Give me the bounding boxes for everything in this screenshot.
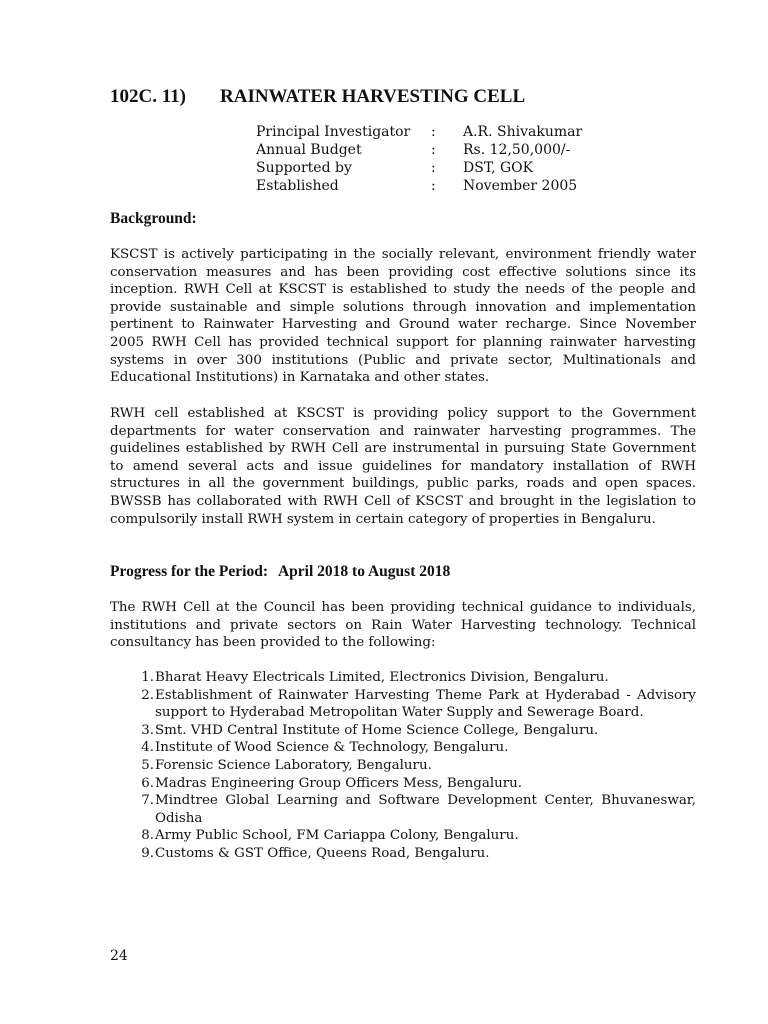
list-item-number: 8.	[141, 828, 154, 844]
info-row-established	[256, 177, 582, 195]
project-info-table	[256, 123, 582, 195]
list-item	[110, 827, 696, 845]
background-paragraph-2: RWH cell established at KSCST is providing policy support to the Government departments for water conservation and rainwater harvesting programmes. The guidelines established by RWH Cell are instrumental in pursuing State Government to amend several acts and issue guidelines for mandatory installation of RWH structures in all the government buildings, public parks, roads and open spaces. BWSSB has collaborated with RWH Cell of KSCST and brought in the legislation to compulsorily install RWH system in certain category of properties in Bengaluru.	[110, 406, 696, 527]
progress-heading-period: April 2018 to August 2018	[277, 563, 451, 580]
section-number: 102C. 11)	[110, 86, 186, 107]
list-item-number: 2.	[141, 687, 154, 703]
info-colon: :	[431, 160, 436, 176]
info-label: Established	[256, 178, 339, 194]
info-label: Supported by	[256, 160, 352, 176]
list-item-text: Customs & GST Office, Queens Road, Bengaluru.	[155, 845, 490, 861]
info-colon: :	[431, 142, 436, 158]
info-label: Annual Budget	[256, 142, 362, 158]
list-item-text: Establishment of Rainwater Harvesting Theme Park at Hyderabad - Advisory support to Hyderabad Metropolitan Water Supply and Sewerage Board.	[155, 687, 696, 721]
background-heading: Background:	[110, 210, 197, 227]
list-item-text: Madras Engineering Group Officers Mess, Bengaluru.	[155, 775, 523, 791]
section-title	[110, 86, 525, 108]
list-item	[110, 845, 696, 863]
list-item-number: 5.	[141, 757, 154, 773]
list-item-number: 4.	[141, 740, 154, 756]
info-value: November 2005	[463, 178, 578, 194]
info-colon: :	[431, 178, 436, 194]
info-row-annual-budget	[256, 141, 582, 159]
consultancy-list	[110, 669, 696, 863]
info-colon: :	[431, 124, 436, 140]
list-item	[110, 757, 696, 775]
progress-heading	[110, 563, 450, 581]
list-item-number: 9.	[141, 845, 154, 861]
section-title-text: RAINWATER HARVESTING CELL	[220, 86, 526, 107]
list-item	[110, 792, 696, 827]
list-item-text: Smt. VHD Central Institute of Home Science College, Bengaluru.	[155, 722, 599, 738]
list-item-number: 3.	[141, 722, 154, 738]
list-item-number: 6.	[141, 775, 154, 791]
list-item-text: Mindtree Global Learning and Software Development Center, Bhuvaneswar, Odisha	[155, 793, 696, 826]
list-item	[110, 775, 696, 793]
list-item-number: 1.	[141, 670, 154, 685]
info-value: DST, GOK	[463, 160, 534, 176]
info-row-principal-investigator	[256, 123, 582, 141]
progress-paragraph: The RWH Cell at the Council has been providing technical guidance to individuals, institutions and private sectors on Rain Water Harvesting technology. Technical consultancy has been provided to the following:	[110, 600, 696, 651]
progress-heading-label: Progress for the Period:	[110, 563, 268, 580]
background-paragraph-1: KSCST is actively participating in the socially relevant, environment friendly water conservation measures and has been providing cost effective solutions since its inception. RWH Cell at KSCST is established to study the needs of the people and provide sustainable and simple solutions through innovation and implementation pertinent to Rainwater Harvesting and Ground water recharge. Since November 2005 RWH Cell has provided technical support for planning rainwater harvesting systems in over 300 institutions (Public and private sector, Multinationals and Educational Institutions) in Karnataka and other states.	[110, 247, 696, 386]
list-item	[110, 722, 696, 740]
list-item-text: Bharat Heavy Electricals Limited, Electronics Division, Bengaluru.	[155, 670, 609, 685]
list-item-text: Army Public School, FM Cariappa Colony, Bengaluru.	[155, 828, 519, 844]
list-item	[110, 687, 696, 722]
page-number: 24	[110, 948, 128, 964]
info-label: Principal Investigator	[256, 124, 411, 140]
list-item-text: Forensic Science Laboratory, Bengaluru.	[155, 757, 432, 773]
list-item-text: Institute of Wood Science & Technology, Bengaluru.	[155, 740, 509, 756]
info-row-supported-by	[256, 159, 582, 177]
info-value: A.R. Shivakumar	[463, 124, 583, 140]
list-item	[110, 669, 696, 687]
list-item-number: 7.	[141, 793, 154, 809]
list-item	[110, 739, 696, 757]
info-value: Rs. 12,50,000/-	[463, 142, 571, 158]
